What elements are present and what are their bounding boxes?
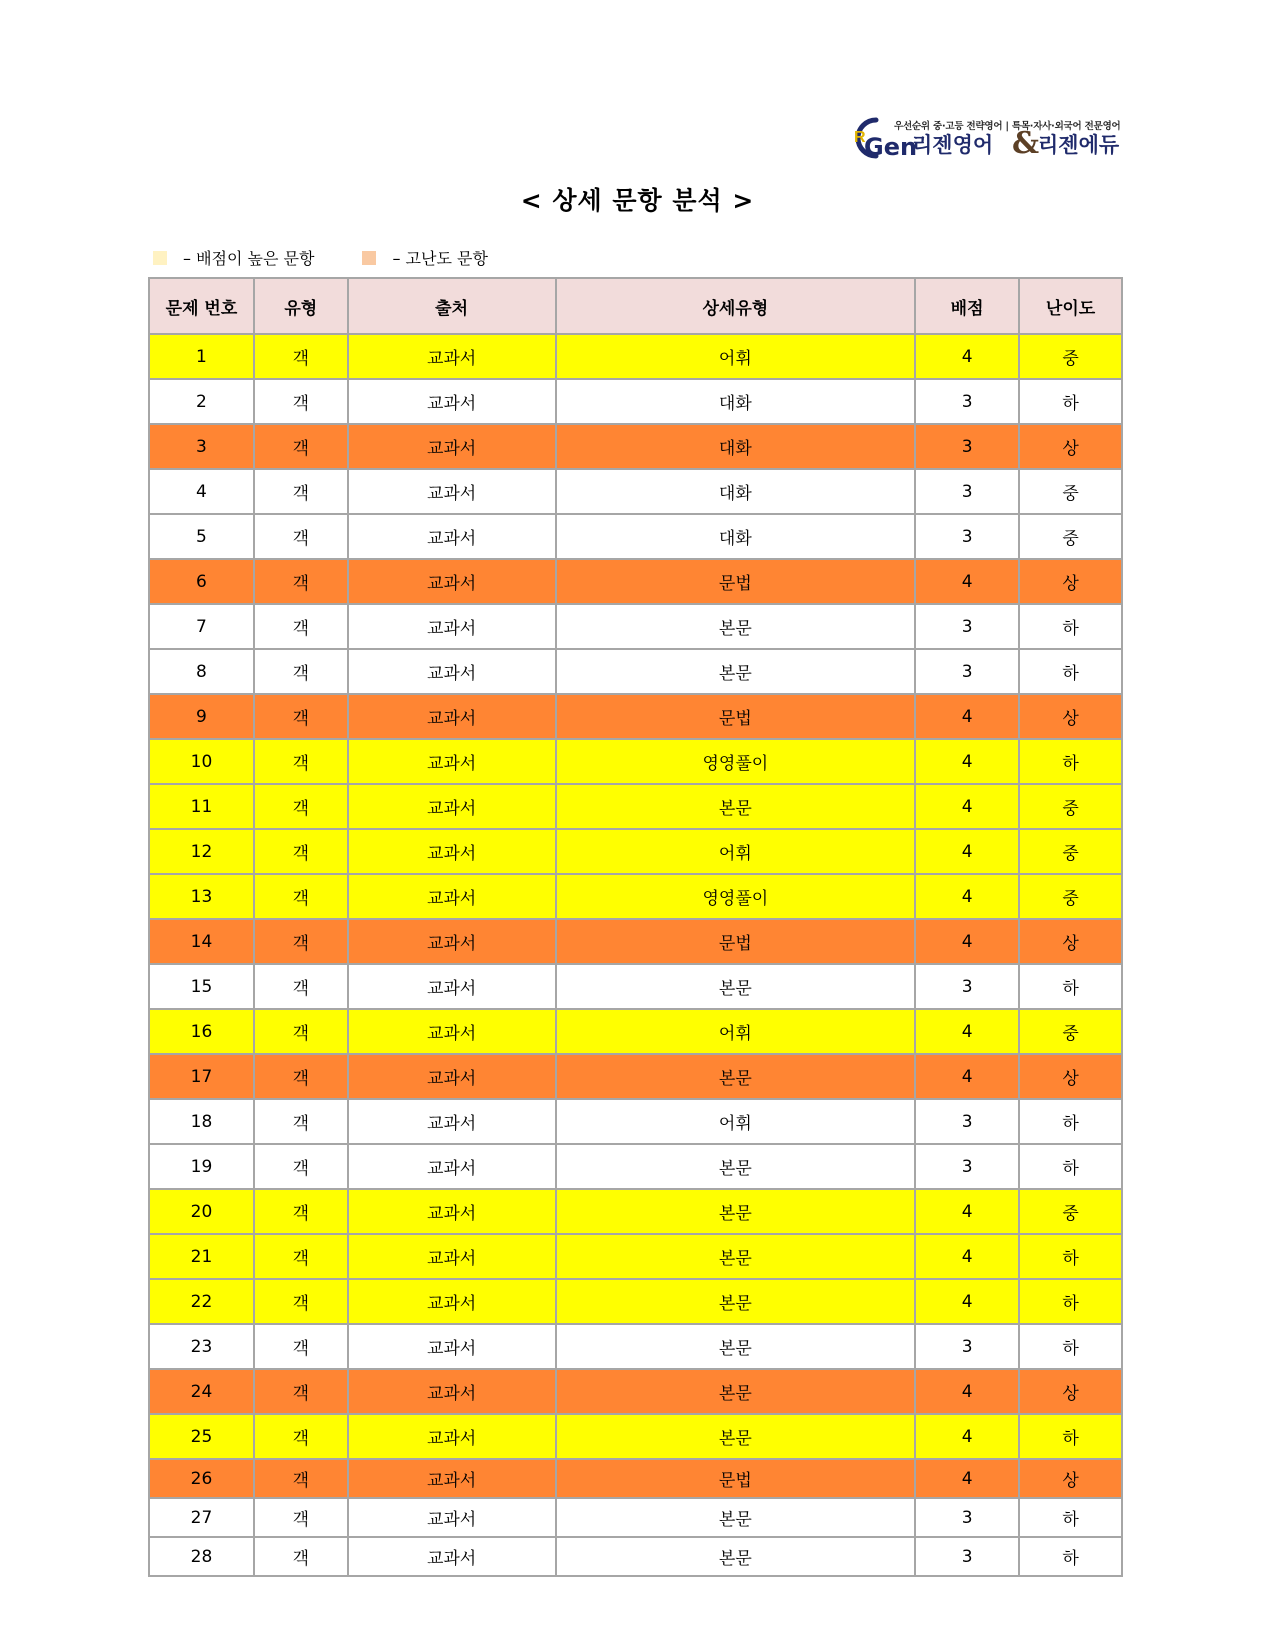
table-row	[149, 469, 1122, 514]
cell-difficulty: 하	[1019, 604, 1122, 649]
cell-difficulty: 중	[1019, 1189, 1122, 1234]
cell-detail-type: 본문	[556, 1414, 916, 1459]
cell-difficulty: 하	[1019, 1324, 1122, 1369]
table-row	[149, 604, 1122, 649]
table-row	[149, 559, 1122, 604]
table-row	[149, 1498, 1122, 1537]
cell-difficulty: 하	[1019, 964, 1122, 1009]
cell-source: 교과서	[348, 1537, 556, 1576]
cell-difficulty: 하	[1019, 1414, 1122, 1459]
cell-difficulty: 하	[1019, 1279, 1122, 1324]
cell-source: 교과서	[348, 1459, 556, 1498]
cell-question-number: 17	[149, 1054, 254, 1099]
cell-score: 4	[915, 919, 1019, 964]
table-row	[149, 1009, 1122, 1054]
cell-type: 객	[254, 1279, 348, 1324]
cell-question-number: 6	[149, 559, 254, 604]
cell-difficulty: 중	[1019, 469, 1122, 514]
cell-detail-type: 대화	[556, 514, 916, 559]
logo-tagline: 우선순위 중·고등 전략영어 | 특목·자사·외국어 전문영어	[894, 121, 1121, 132]
table-row	[149, 1279, 1122, 1324]
cell-score: 3	[915, 1498, 1019, 1537]
legend-label-high-score: – 배점이 높은 문항	[183, 249, 315, 268]
cell-source: 교과서	[348, 334, 556, 379]
cell-difficulty: 하	[1019, 1144, 1122, 1189]
cell-question-number: 5	[149, 514, 254, 559]
cell-detail-type: 문법	[556, 919, 916, 964]
cell-difficulty: 중	[1019, 784, 1122, 829]
cell-difficulty: 상	[1019, 694, 1122, 739]
cell-detail-type: 본문	[556, 649, 916, 694]
cell-question-number: 13	[149, 874, 254, 919]
cell-type: 객	[254, 1324, 348, 1369]
cell-question-number: 25	[149, 1414, 254, 1459]
table-row	[149, 1369, 1122, 1414]
table-row	[149, 1459, 1122, 1498]
cell-type: 객	[254, 829, 348, 874]
table-row	[149, 514, 1122, 559]
table-row	[149, 694, 1122, 739]
cell-question-number: 28	[149, 1537, 254, 1576]
cell-question-number: 8	[149, 649, 254, 694]
cell-difficulty: 하	[1019, 379, 1122, 424]
cell-question-number: 21	[149, 1234, 254, 1279]
cell-source: 교과서	[348, 1279, 556, 1324]
table-row	[149, 649, 1122, 694]
table-row	[149, 1414, 1122, 1459]
cell-score: 4	[915, 739, 1019, 784]
table-row	[149, 874, 1122, 919]
cell-difficulty: 중	[1019, 829, 1122, 874]
cell-question-number: 3	[149, 424, 254, 469]
cell-question-number: 16	[149, 1009, 254, 1054]
table-header-row	[149, 278, 1122, 334]
table-row	[149, 784, 1122, 829]
cell-type: 객	[254, 1459, 348, 1498]
svg-text:R: R	[854, 129, 866, 146]
cell-question-number: 4	[149, 469, 254, 514]
legend-item-high-score	[153, 246, 314, 269]
cell-score: 4	[915, 1369, 1019, 1414]
cell-difficulty: 상	[1019, 1369, 1122, 1414]
cell-source: 교과서	[348, 1054, 556, 1099]
table-row	[149, 1144, 1122, 1189]
cell-difficulty: 하	[1019, 649, 1122, 694]
cell-difficulty: 중	[1019, 874, 1122, 919]
legend-swatch-high-score	[153, 251, 167, 265]
table-row	[149, 424, 1122, 469]
cell-score: 4	[915, 1459, 1019, 1498]
cell-question-number: 27	[149, 1498, 254, 1537]
legend-item-hard	[362, 246, 487, 269]
cell-score: 4	[915, 1414, 1019, 1459]
cell-type: 객	[254, 379, 348, 424]
cell-source: 교과서	[348, 1009, 556, 1054]
cell-type: 객	[254, 424, 348, 469]
cell-detail-type: 대화	[556, 469, 916, 514]
cell-source: 교과서	[348, 424, 556, 469]
cell-detail-type: 문법	[556, 559, 916, 604]
cell-difficulty: 중	[1019, 334, 1122, 379]
cell-type: 객	[254, 1189, 348, 1234]
table-row	[149, 1189, 1122, 1234]
cell-source: 교과서	[348, 829, 556, 874]
cell-score: 3	[915, 379, 1019, 424]
table-row	[149, 829, 1122, 874]
cell-score: 4	[915, 1234, 1019, 1279]
legend-swatch-hard	[362, 251, 376, 265]
table-row	[149, 739, 1122, 784]
cell-source: 교과서	[348, 1324, 556, 1369]
brand-logo	[842, 112, 1127, 162]
cell-detail-type: 대화	[556, 379, 916, 424]
cell-type: 객	[254, 1369, 348, 1414]
cell-source: 교과서	[348, 514, 556, 559]
header-score: 배점	[915, 278, 1019, 334]
cell-difficulty: 하	[1019, 1099, 1122, 1144]
cell-score: 4	[915, 1279, 1019, 1324]
cell-type: 객	[254, 604, 348, 649]
table-body	[149, 334, 1122, 1576]
cell-detail-type: 본문	[556, 1144, 916, 1189]
cell-question-number: 11	[149, 784, 254, 829]
cell-difficulty: 상	[1019, 1054, 1122, 1099]
cell-score: 4	[915, 829, 1019, 874]
cell-detail-type: 문법	[556, 694, 916, 739]
cell-score: 3	[915, 964, 1019, 1009]
cell-score: 3	[915, 1099, 1019, 1144]
cell-difficulty: 하	[1019, 1234, 1122, 1279]
cell-type: 객	[254, 1498, 348, 1537]
cell-score: 4	[915, 334, 1019, 379]
cell-type: 객	[254, 919, 348, 964]
cell-score: 3	[915, 1537, 1019, 1576]
cell-type: 객	[254, 1054, 348, 1099]
cell-difficulty: 중	[1019, 514, 1122, 559]
cell-score: 4	[915, 1009, 1019, 1054]
table-row	[149, 1324, 1122, 1369]
cell-source: 교과서	[348, 469, 556, 514]
cell-difficulty: 하	[1019, 1537, 1122, 1576]
cell-detail-type: 본문	[556, 784, 916, 829]
cell-type: 객	[254, 649, 348, 694]
cell-question-number: 7	[149, 604, 254, 649]
cell-question-number: 22	[149, 1279, 254, 1324]
cell-question-number: 26	[149, 1459, 254, 1498]
table-row	[149, 919, 1122, 964]
cell-source: 교과서	[348, 919, 556, 964]
cell-question-number: 19	[149, 1144, 254, 1189]
header-type: 유형	[254, 278, 348, 334]
cell-score: 4	[915, 784, 1019, 829]
cell-difficulty: 중	[1019, 1009, 1122, 1054]
cell-question-number: 1	[149, 334, 254, 379]
cell-question-number: 23	[149, 1324, 254, 1369]
cell-type: 객	[254, 694, 348, 739]
cell-difficulty: 상	[1019, 1459, 1122, 1498]
cell-question-number: 14	[149, 919, 254, 964]
table-row	[149, 964, 1122, 1009]
cell-detail-type: 영영풀이	[556, 874, 916, 919]
legend-label-hard: – 고난도 문항	[392, 249, 488, 268]
table-row	[149, 379, 1122, 424]
cell-type: 객	[254, 514, 348, 559]
cell-score: 4	[915, 694, 1019, 739]
cell-question-number: 9	[149, 694, 254, 739]
cell-score: 3	[915, 469, 1019, 514]
cell-difficulty: 상	[1019, 424, 1122, 469]
cell-detail-type: 본문	[556, 1054, 916, 1099]
table-row	[149, 1234, 1122, 1279]
cell-difficulty: 하	[1019, 739, 1122, 784]
cell-detail-type: 어휘	[556, 1099, 916, 1144]
table-row	[149, 1537, 1122, 1576]
cell-source: 교과서	[348, 1099, 556, 1144]
cell-score: 3	[915, 424, 1019, 469]
cell-score: 3	[915, 514, 1019, 559]
cell-source: 교과서	[348, 874, 556, 919]
cell-score: 3	[915, 604, 1019, 649]
legend	[153, 246, 536, 269]
cell-source: 교과서	[348, 649, 556, 694]
cell-detail-type: 본문	[556, 964, 916, 1009]
cell-type: 객	[254, 874, 348, 919]
table-row	[149, 1054, 1122, 1099]
cell-source: 교과서	[348, 1234, 556, 1279]
cell-detail-type: 어휘	[556, 829, 916, 874]
cell-source: 교과서	[348, 559, 556, 604]
cell-source: 교과서	[348, 1144, 556, 1189]
cell-detail-type: 본문	[556, 1234, 916, 1279]
cell-detail-type: 본문	[556, 1324, 916, 1369]
cell-detail-type: 본문	[556, 604, 916, 649]
cell-source: 교과서	[348, 1414, 556, 1459]
header-difficulty: 난이도	[1019, 278, 1122, 334]
cell-detail-type: 본문	[556, 1369, 916, 1414]
cell-source: 교과서	[348, 784, 556, 829]
cell-source: 교과서	[348, 1498, 556, 1537]
cell-source: 교과서	[348, 379, 556, 424]
cell-detail-type: 대화	[556, 424, 916, 469]
cell-detail-type: 본문	[556, 1279, 916, 1324]
cell-type: 객	[254, 739, 348, 784]
header-detail-type: 상세유형	[556, 278, 916, 334]
cell-type: 객	[254, 1234, 348, 1279]
cell-type: 객	[254, 1414, 348, 1459]
cell-question-number: 20	[149, 1189, 254, 1234]
logo-brand-regen-edu: 리젠에듀	[1038, 133, 1120, 157]
cell-question-number: 2	[149, 379, 254, 424]
cell-type: 객	[254, 1537, 348, 1576]
cell-source: 교과서	[348, 964, 556, 1009]
logo-brand-regen-english: 리젠영어	[912, 133, 994, 157]
cell-difficulty: 상	[1019, 919, 1122, 964]
cell-type: 객	[254, 1144, 348, 1189]
logo-gen-text: Gen	[864, 133, 918, 161]
cell-difficulty: 하	[1019, 1498, 1122, 1537]
cell-score: 3	[915, 1144, 1019, 1189]
table-row	[149, 1099, 1122, 1144]
cell-source: 교과서	[348, 604, 556, 649]
cell-score: 3	[915, 1324, 1019, 1369]
cell-detail-type: 문법	[556, 1459, 916, 1498]
cell-score: 4	[915, 559, 1019, 604]
cell-detail-type: 어휘	[556, 334, 916, 379]
table-row	[149, 334, 1122, 379]
cell-type: 객	[254, 559, 348, 604]
logo-ampersand: &	[1012, 126, 1040, 161]
cell-detail-type: 본문	[556, 1537, 916, 1576]
cell-source: 교과서	[348, 739, 556, 784]
cell-question-number: 18	[149, 1099, 254, 1144]
cell-question-number: 15	[149, 964, 254, 1009]
cell-question-number: 12	[149, 829, 254, 874]
cell-score: 4	[915, 874, 1019, 919]
cell-type: 객	[254, 469, 348, 514]
cell-source: 교과서	[348, 1369, 556, 1414]
cell-type: 객	[254, 784, 348, 829]
cell-type: 객	[254, 1099, 348, 1144]
cell-question-number: 24	[149, 1369, 254, 1414]
cell-detail-type: 본문	[556, 1189, 916, 1234]
cell-source: 교과서	[348, 1189, 556, 1234]
cell-type: 객	[254, 334, 348, 379]
cell-score: 4	[915, 1054, 1019, 1099]
cell-type: 객	[254, 964, 348, 1009]
cell-detail-type: 어휘	[556, 1009, 916, 1054]
header-question-number: 문제 번호	[149, 278, 254, 334]
cell-detail-type: 본문	[556, 1498, 916, 1537]
cell-detail-type: 영영풀이	[556, 739, 916, 784]
header-source: 출처	[348, 278, 556, 334]
cell-score: 4	[915, 1189, 1019, 1234]
cell-type: 객	[254, 1009, 348, 1054]
question-analysis-table	[148, 277, 1123, 1577]
cell-difficulty: 상	[1019, 559, 1122, 604]
cell-source: 교과서	[348, 694, 556, 739]
cell-question-number: 10	[149, 739, 254, 784]
cell-score: 3	[915, 649, 1019, 694]
page-title: < 상세 문항 분석 >	[520, 186, 755, 215]
